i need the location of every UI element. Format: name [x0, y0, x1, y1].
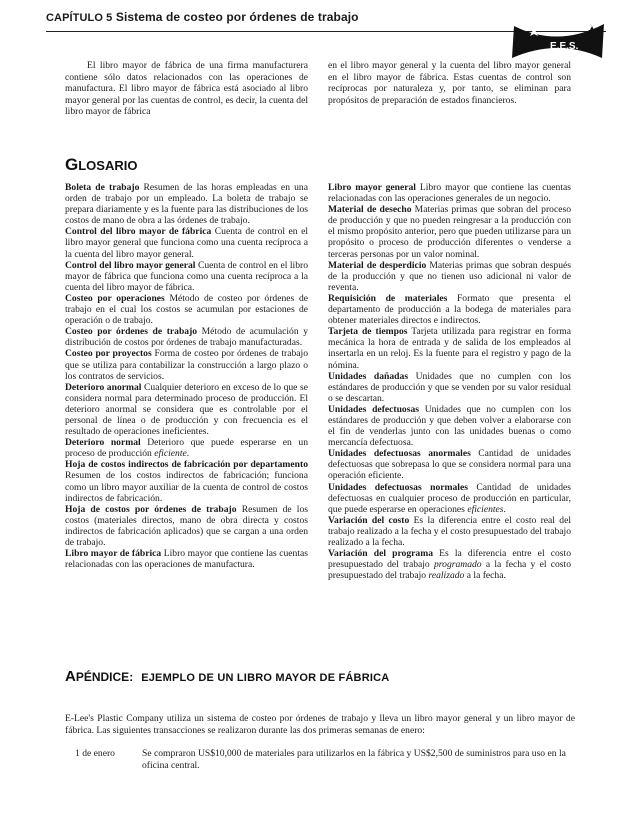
glossary-definition: Materias primas que sobran del proceso de producción y que no pueden reingresar a la producción con el mismo propósito anterior, pero que pueden utilizarse para un propósito o proceso de producción diferentes o venderse a terceras personas por un valor nominal.	[328, 204, 571, 260]
glossary-definition: Cantidad de unidades defectuosas que sobrepasa lo que se considera normal para una operación eficiente.	[328, 448, 571, 482]
glossary-term: Deterioro anormal	[65, 381, 142, 393]
glossary-term: Variación del programa	[328, 548, 433, 560]
glossary-definition: Resumen de los costos (materiales directos, mano de obra directa y costos indirectos de fabricación aplicados) que se cargan a una orden de trabajo.	[65, 503, 308, 548]
glossary-entry	[328, 293, 571, 326]
glossary-entry	[65, 293, 308, 326]
glossary-definition-emphasis: realizado	[426, 570, 465, 582]
glossary-term: Unidades defectuosas anormales	[328, 448, 471, 460]
glossary-definition: Es la diferencia entre el costo real del trabajo realizado a la fecha y el costo presupuestado del trabajo realizado a la fecha.	[328, 514, 571, 548]
stamp-text: E.E.S.	[550, 41, 579, 52]
glossary-term: Material de desecho	[328, 204, 412, 216]
glossary-entry	[328, 482, 571, 515]
glossary-entry	[328, 204, 571, 259]
glossary-term: Requisición de materiales	[328, 292, 448, 304]
appendix-heading: APÉNDICE: EJEMPLO DE UN LIBRO MAYOR DE FÁBRICA	[65, 668, 390, 685]
glossary-entry	[65, 382, 308, 437]
glossary-entry	[328, 548, 571, 581]
glossary-definition: Formato que presenta el departamento de producción a la bodega de materiales para obtener materiales directos e indirectos.	[328, 292, 571, 327]
transaction-date: 1 de enero	[75, 748, 115, 759]
glossary-entry	[65, 348, 308, 381]
glossary-definition-end: .	[503, 503, 506, 515]
glossary-right-column	[328, 182, 571, 581]
glossary-term: Libro mayor de fábrica	[65, 548, 162, 560]
glossary-term: Unidades defectuosas normales	[328, 481, 468, 493]
glossary-definition: Libro mayor que contiene las cuentas relacionadas con las operaciones de manufactura.	[65, 548, 308, 571]
glossary-term: Costeo por proyectos	[65, 348, 152, 360]
glossary-definition-end: a la fecha.	[464, 570, 506, 582]
running-header	[46, 10, 359, 24]
glossary-entry	[328, 260, 571, 293]
glossary-entry	[65, 182, 308, 226]
glossary-entry	[65, 548, 308, 570]
transaction-description: Se compraron US$10,000 de materiales para utilizarlos en la fábrica y US$2,500 de suministros para uso en la oficina central.	[142, 748, 566, 771]
glossary-definition: Cuenta de control en el libro mayor de fábrica que funciona como una cuenta recíproca a la cuenta del libro mayor de fábrica.	[65, 259, 308, 293]
glossary-definition: Tarjeta utilizada para registrar en forma mecánica la hora de entrada y de salida de los empleados al insertarla en un reloj. Es la fuente para el registro y pago de la nómina.	[328, 326, 571, 371]
glossary-definition-emphasis: eficientes	[464, 503, 504, 515]
glossary-term: Deterioro normal	[65, 437, 141, 449]
glossary-term: Hoja de costos indirectos de fabricación por departamento	[65, 459, 308, 471]
glossary-entry	[328, 326, 571, 370]
glossary-entry	[328, 182, 571, 204]
glossary-definition-cont: a la fecha y el costo presupuestado del trabajo	[328, 559, 572, 582]
glossary-left-column	[65, 182, 308, 570]
intro-paragraph-left: El libro mayor de fábrica de una firma manufacturera contiene sólo datos relacionados con las operaciones de manufactura. El libro mayor de fábrica está asociado al libro mayor general por las cuentas de control, es decir, la cuenta del libro mayor de fábrica	[65, 60, 308, 117]
appendix-paragraph: E-Lee's Plastic Company utiliza un sistema de costeo por órdenes de trabajo y lleva un libro mayor general y un libro mayor de fábrica. Las siguientes transacciones se realizaron durante las dos primeras semanas de enero:	[65, 713, 575, 736]
glossary-definition-end: .	[186, 448, 190, 460]
chapter-label: CAPÍTULO 5	[46, 12, 113, 24]
glossary-entry	[328, 371, 571, 404]
intro-paragraph-right: en el libro mayor general y la cuenta del libro mayor general en el libro mayor de fábrica. Estas cuentas de control son recíprocas por naturaleza y, por tanto, se eliminan para propósitos de preparación de estados financieros.	[328, 60, 571, 106]
glossary-entry	[65, 504, 308, 548]
appendix-subtitle: EJEMPLO DE UN LIBRO MAYOR DE FÁBRICA	[141, 672, 390, 684]
glossary-entry	[65, 459, 308, 503]
glossary-entry	[65, 437, 308, 459]
glossary-definition: Resumen de las horas empleadas en una orden de trabajo por un empleado. La boleta de trabajo se prepara diariamente y es la fuente para las distribuciones de los costos de mano de obra a las órdenes de trabajo.	[65, 182, 308, 227]
glossary-definition: Unidades que no cumplen con los estándares de producción y que se venden por su valor residual o se descartan.	[328, 370, 572, 404]
glossary-definition-emphasis: programado	[429, 559, 482, 571]
intro-right-column	[328, 60, 571, 106]
glossary-definition-emphasis: eficiente	[151, 448, 187, 460]
glossary-term: Unidades dañadas	[328, 370, 409, 382]
glossary-term: Material de desperdicio	[328, 259, 427, 271]
glossary-term: Hoja de costos por órdenes de trabajo	[65, 503, 237, 515]
glossary-heading: GLOSARIO	[65, 155, 138, 174]
glossary-entry	[328, 515, 571, 548]
chapter-title: Sistema de costeo por órdenes de trabajo	[115, 10, 359, 24]
glossary-term: Control del libro mayor de fábrica	[65, 226, 212, 238]
glossary-definition: Materias primas que sobran después de la producción y que no tienen uso adicional ni valor de reventa.	[328, 259, 571, 293]
glossary-entry	[328, 404, 571, 448]
glossary-definition: Cuenta de control en el libro mayor general que funciona como una cuenta recíproca a la cuenta del libro mayor general.	[65, 226, 308, 260]
glossary-term: Variación del costo	[328, 514, 410, 526]
glossary-term: Boleta de trabajo	[65, 182, 140, 193]
glossary-definition: Deterioro que puede esperarse en un proceso de producción	[65, 437, 308, 460]
glossary-entry	[328, 448, 571, 481]
glossary-term: Control del libro mayor general	[65, 259, 196, 271]
glossary-entry	[65, 226, 308, 259]
library-stamp	[508, 18, 608, 64]
glossary-term: Unidades defectuosas	[328, 403, 419, 415]
glossary-definition: Método de costeo por órdenes de trabajo en el cual los costos se acumulan por estaciones de operación o de trabajo.	[65, 292, 308, 327]
glossary-definition: Forma de costeo por órdenes de trabajo que se utiliza para contabilizar la construcción a largo plazo o los contratos de servicios.	[65, 348, 308, 382]
glossary-definition: Cantidad de unidades defectuosas en cualquier proceso de producción en particular, que puede esperarse en operaciones	[328, 481, 571, 515]
glossary-term: Libro mayor general	[328, 182, 416, 193]
glossary-term: Tarjeta de tiempos	[328, 326, 408, 338]
glossary-definition: Libro mayor que contiene las cuentas relacionadas con las operaciones generales de un negocio.	[328, 182, 571, 205]
intro-left-column	[65, 60, 308, 118]
glossary-definition: Método de acumulación y distribución de costos por órdenes de trabajo manufacturadas.	[65, 326, 308, 349]
glossary-definition: Resumen de los costos indirectos de fabricación; funciona como un libro mayor auxiliar de la cuenta de control de costos indirectos de fabricación.	[65, 470, 308, 504]
glossary-entry	[65, 260, 308, 293]
glossary-term: Costeo por órdenes de trabajo	[65, 326, 198, 338]
glossary-entry	[65, 326, 308, 348]
glossary-term: Costeo por operaciones	[65, 292, 165, 304]
glossary-definition: Cualquier deterioro en exceso de lo que se considera normal para determinado proceso de producción. El deterioro anormal se considera que es controlable por el personal de línea o de producción y con frecuencia es el resultado de operaciones ineficientes.	[65, 381, 308, 438]
glossary-definition: Unidades que no cumplen con los estándares de producción y que deben volver a elaborarse con el fin de venderlas junto con las unidades buenas o como mercancía defectuosa.	[328, 403, 572, 449]
glossary-definition: Es la diferencia entre el costo presupuestado del trabajo	[328, 548, 571, 571]
